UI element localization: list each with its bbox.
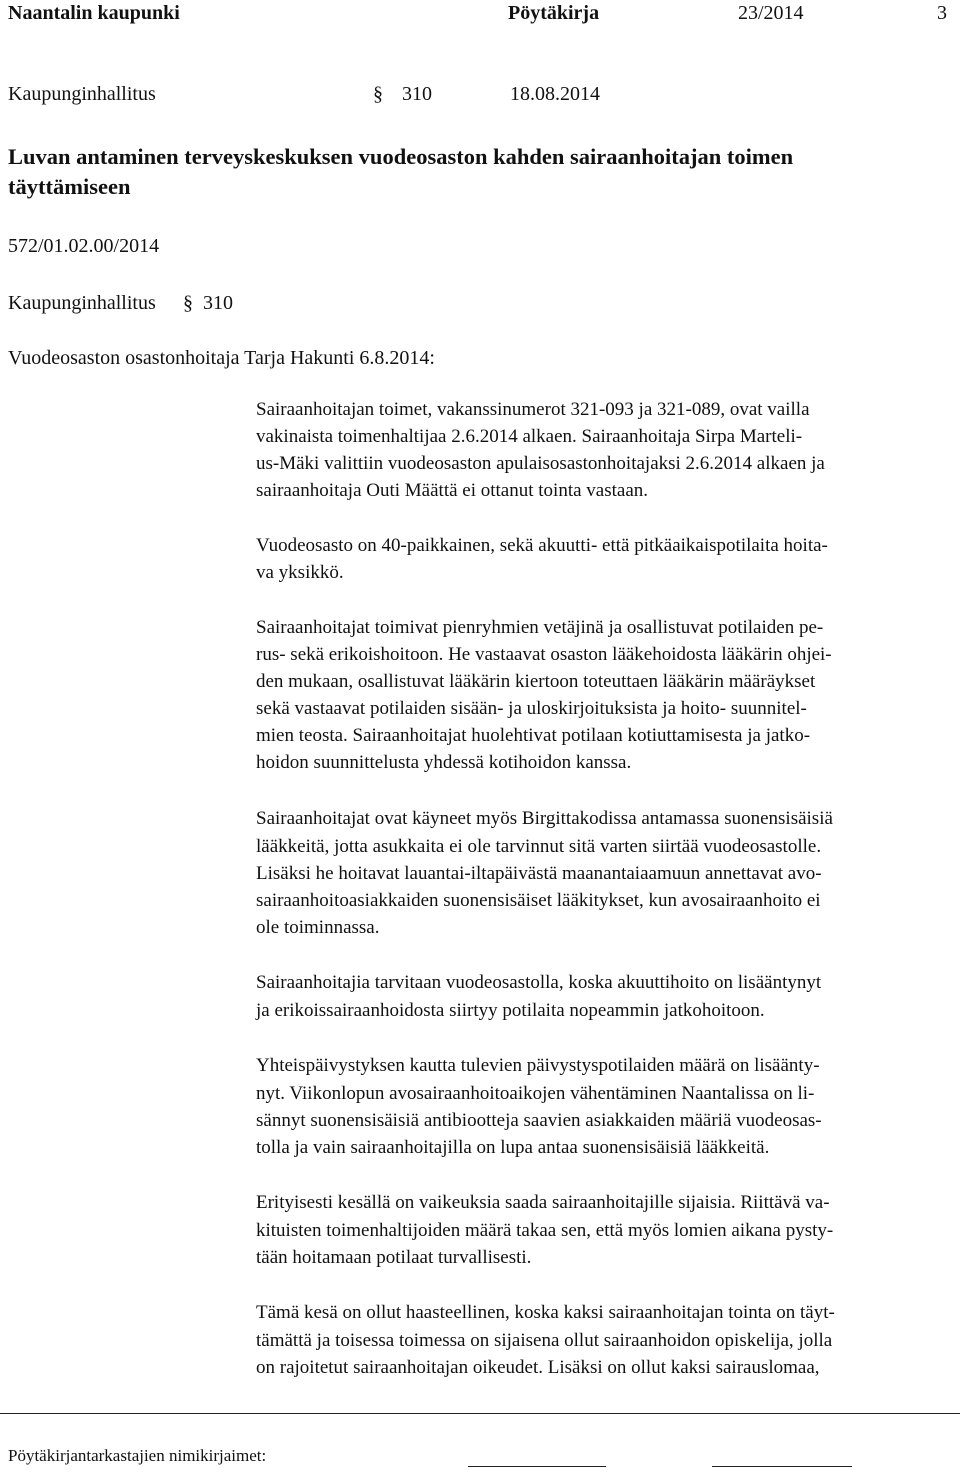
signature-label: Pöytäkirjantarkastajien nimikirjaimet: [8, 1446, 267, 1465]
signature-line-2 [712, 1466, 852, 1467]
paragraph-4-line-4: sairaanhoitoasiakkaiden suonensisäiset lääkitykset, kun avosairaanhoito ei [256, 890, 821, 911]
footer-divider [0, 1413, 960, 1414]
presenter-line: Vuodeosaston osastonhoitaja Tarja Hakunti 6.8.2014: [8, 347, 435, 369]
meta-section-sign: § [373, 83, 383, 105]
paragraph-2-line-2: va yksikkö. [256, 562, 344, 583]
paragraph-3-line-1: Sairaanhoitajat toimivat pienryhmien vetäjinä ja osallistuvat potilaiden pe- [256, 617, 824, 638]
agenda-title-line-2: täyttämiseen [8, 174, 131, 199]
paragraph-4-line-5: ole toiminnassa. [256, 917, 380, 938]
paragraph-4-line-1: Sairaanhoitajat ovat käyneet myös Birgittakodissa antamassa suonensisäisiä [256, 808, 833, 829]
meta-body: Kaupunginhallitus [8, 83, 156, 105]
record-section-number: 310 [203, 292, 233, 314]
paragraph-8-line-2: tämättä ja toisessa toimessa on sijaisena ollut sairaanhoidon opiskelija, jolla [256, 1330, 833, 1351]
paragraph-3-line-4: sekä vastaavat potilaiden sisään- ja uloskirjoituksista ja hoito- suunnitel- [256, 698, 807, 719]
record-section-sign: § [183, 292, 193, 314]
paragraph-4-line-2: lääkkeitä, jotta asukkaita ei ole tarvinnut sitä varten siirtää vuodeosastolle. [256, 836, 822, 857]
paragraph-7-line-1: Erityisesti kesällä on vaikeuksia saada sairaanhoitajille sijaisia. Riittävä va- [256, 1192, 830, 1213]
paragraph-2-line-1: Vuodeosasto on 40-paikkainen, sekä akuutti- että pitkäaikaispotilaita hoita- [256, 535, 828, 556]
paragraph-5-line-2: ja erikoissairaanhoidosta siirtyy potilaita nopeammin jatkohoitoon. [256, 1000, 765, 1021]
paragraph-8-line-1: Tämä kesä on ollut haasteellinen, koska kaksi sairaanhoitajan tointa on täyt- [256, 1302, 835, 1323]
paragraph-3-line-2: rus- sekä erikoishoitoon. He vastaavat osaston lääkehoidosta lääkärin ohjei- [256, 644, 832, 665]
paragraph-6-line-1: Yhteispäivystyksen kautta tulevien päivystyspotilaiden määrä on lisäänty- [256, 1055, 820, 1076]
paragraph-3-line-6: hoidon suunnittelusta yhdessä kotihoidon kanssa. [256, 752, 632, 773]
page-number: 3 [937, 2, 947, 24]
paragraph-4-line-3: Lisäksi he hoitavat lauantai-iltapäivästä maanantaiaamuun annettavat avo- [256, 863, 822, 884]
meta-section-number: 310 [402, 83, 432, 105]
paragraph-6-line-2: nyt. Viikonlopun avosairaanhoitoaikojen vähentäminen Naantalissa on li- [256, 1083, 815, 1104]
paragraph-3-line-3: den mukaan, osallistuvat lääkärin kiertoon toteuttaen lääkärin määräykset [256, 671, 816, 692]
paragraph-6-line-3: sännyt suonensisäisiä antibiootteja saavien asiakkaiden määriä vuodeosas- [256, 1110, 822, 1131]
municipality-name: Naantalin kaupunki [8, 2, 180, 24]
paragraph-1-line-3: us-Mäki valittiin vuodeosaston apulaisosastonhoitajaksi 2.6.2014 alkaen ja [256, 453, 825, 474]
paragraph-6-line-4: tolla ja vain sairaanhoitajilla on lupa antaa suonensisäisiä lääkkeitä. [256, 1137, 770, 1158]
paragraph-5-line-1: Sairaanhoitajia tarvitaan vuodeosastolla, koska akuuttihoito on lisääntynyt [256, 972, 822, 993]
signature-line-1 [468, 1466, 606, 1467]
document-type: Pöytäkirja [508, 2, 600, 24]
paragraph-3-line-5: mien teosta. Sairaanhoitajat huolehtivat potilaan kotiuttamisesta ja jatko- [256, 725, 811, 746]
paragraph-1-line-2: vakinaista toimenhaltijaa 2.6.2014 alkaen. Sairaanhoitaja Sirpa Marteli- [256, 426, 803, 447]
paragraph-1-line-4: sairaanhoitaja Outi Määttä ei ottanut tointa vastaan. [256, 480, 649, 501]
paragraph-7-line-2: kituisten toimenhaltijoiden määrä takaa sen, että myös lomien aikana pysty- [256, 1220, 834, 1241]
paragraph-7-line-3: tään hoitamaan potilaat turvallisesti. [256, 1247, 532, 1268]
paragraph-8-line-3: on rajoitetut sairaanhoitajan oikeudet. Lisäksi on ollut kaksi sairauslomaa, [256, 1357, 820, 1378]
paragraph-1-line-1: Sairaanhoitajan toimet, vakanssinumerot 321-093 ja 321-089, ovat vailla [256, 399, 810, 420]
meta-date: 18.08.2014 [510, 83, 600, 105]
agenda-title-line-1: Luvan antaminen terveyskeskuksen vuodeosaston kahden sairaanhoitajan toimen [8, 144, 794, 169]
record-body: Kaupunginhallitus [8, 292, 156, 314]
file-number: 572/01.02.00/2014 [8, 235, 160, 257]
document-number: 23/2014 [738, 2, 804, 24]
